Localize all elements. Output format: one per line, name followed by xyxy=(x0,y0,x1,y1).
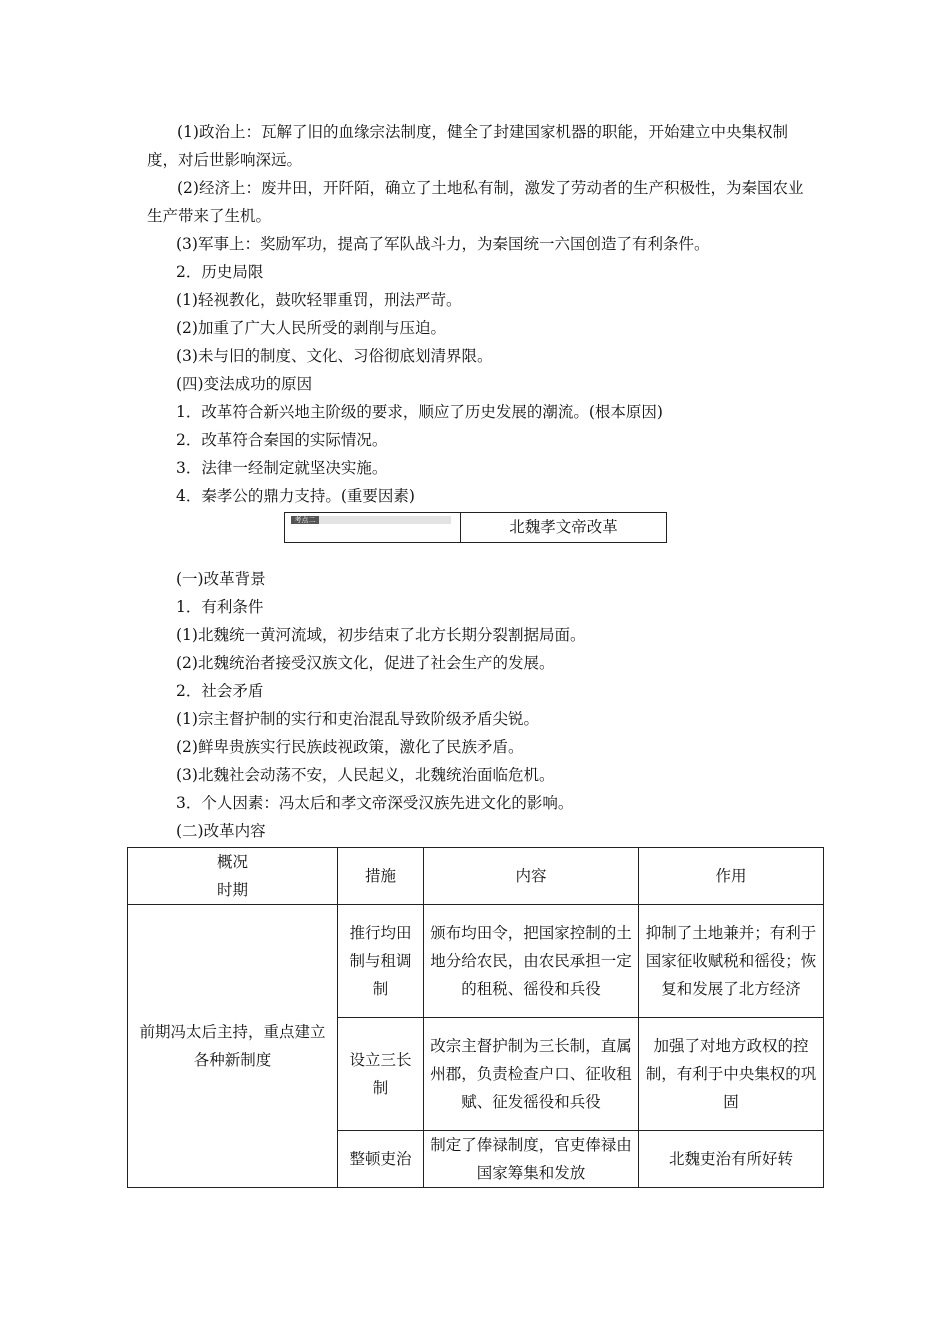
politics-paragraph: (1)政治上：瓦解了旧的血缘宗法制度，健全了封建国家机器的职能，开始建立中央集权制度，对后世影响深远。 xyxy=(147,123,788,169)
content-cell: 制定了俸禄制度，官吏俸禄由国家筹集和发放 xyxy=(424,1131,639,1188)
success-heading: (四)变法成功的原因 xyxy=(176,375,313,393)
military-paragraph: (3)军事上：奖励军功，提高了军队战斗力，为秦国统一六国创造了有利条件。 xyxy=(176,235,710,253)
table-header-row xyxy=(128,848,824,905)
header-content: 内容 xyxy=(424,848,639,905)
section-title: 北魏孝文帝改革 xyxy=(509,518,618,536)
conflict-item-1: (1)宗主督护制的实行和吏治混乱导致阶级矛盾尖锐。 xyxy=(176,710,539,728)
period-cell: 前期冯太后主持，重点建立各种新制度 xyxy=(128,905,338,1188)
favorable-item-2: (2)北魏统治者接受汉族文化，促进了社会生产的发展。 xyxy=(176,654,555,672)
success-item-4: 4．秦孝公的鼎力支持。(重要因素) xyxy=(176,487,415,505)
success-item-1: 1．改革符合新兴地主阶级的要求，顺应了历史发展的潮流。(根本原因) xyxy=(176,403,663,421)
limit-item-1: (1)轻视教化，鼓吹轻罪重罚，刑法严苛。 xyxy=(176,291,462,309)
limit-item-3: (3)未与旧的制度、文化、习俗彻底划清界限。 xyxy=(176,347,493,365)
conflict-item-3: (3)北魏社会动荡不安，人民起义，北魏统治面临危机。 xyxy=(176,766,555,784)
conflict-heading: 2．社会矛盾 xyxy=(176,682,264,700)
effect-cell: 北魏吏治有所好转 xyxy=(639,1131,824,1188)
section-title-box xyxy=(284,512,667,543)
limits-heading: 2．历史局限 xyxy=(176,263,264,281)
header-effect: 作用 xyxy=(639,848,824,905)
header-period-label: 时期 xyxy=(216,881,248,899)
content-cell: 颁布均田令，把国家控制的土地分给农民，由农民承担一定的租税、徭役和兵役 xyxy=(424,905,639,1018)
section-tag-label: 考点二 xyxy=(291,516,319,524)
header-period-cell xyxy=(128,848,338,905)
content-cell: 改宗主督护制为三长制，直属州郡，负责检查户口、征收租赋、征发徭役和兵役 xyxy=(424,1018,639,1131)
background-heading: (一)改革背景 xyxy=(176,570,266,588)
conflict-item-2: (2)鲜卑贵族实行民族歧视政策，激化了民族矛盾。 xyxy=(176,738,524,756)
measure-cell: 整顿吏治 xyxy=(338,1131,424,1188)
content-heading: (二)改革内容 xyxy=(176,822,266,840)
success-item-3: 3．法律一经制定就坚决实施。 xyxy=(176,459,388,477)
economy-paragraph: (2)经济上：废井田，开阡陌，确立了土地私有制，激发了劳动者的生产积极性，为秦国农业生产带来了生机。 xyxy=(147,179,804,225)
personal-factor: 3．个人因素：冯太后和孝文帝深受汉族先进文化的影响。 xyxy=(176,794,574,812)
effect-cell: 抑制了土地兼并；有利于国家征收赋税和徭役；恢复和发展了北方经济 xyxy=(639,905,824,1018)
reform-table xyxy=(127,847,824,1188)
measure-cell: 设立三长制 xyxy=(338,1018,424,1131)
success-item-2: 2．改革符合秦国的实际情况。 xyxy=(176,431,388,449)
measure-cell: 推行均田制与租调制 xyxy=(338,905,424,1018)
limit-item-2: (2)加重了广大人民所受的剥削与压迫。 xyxy=(176,319,446,337)
header-overview-label: 概况 xyxy=(216,853,248,871)
favorable-heading: 1．有利条件 xyxy=(176,598,264,616)
favorable-item-1: (1)北魏统一黄河流域，初步结束了北方长期分裂割据局面。 xyxy=(176,626,586,644)
header-measure: 措施 xyxy=(338,848,424,905)
effect-cell: 加强了对地方政权的控制，有利于中央集权的巩固 xyxy=(639,1018,824,1131)
section-tag-cell xyxy=(285,513,461,542)
table-row xyxy=(128,905,824,1018)
